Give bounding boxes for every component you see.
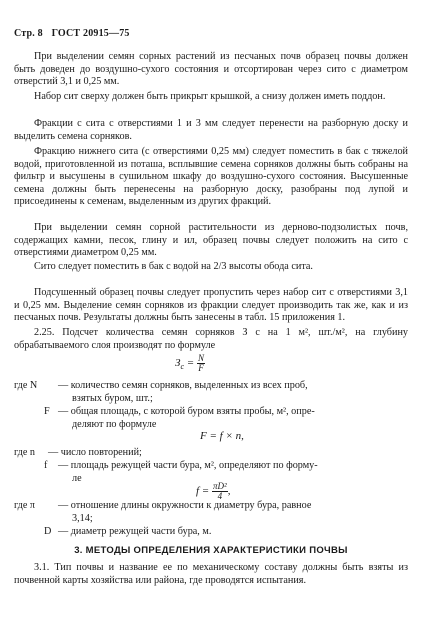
standard-code: ГОСТ 20915—75 <box>51 28 130 39</box>
paragraph-bottom-sieve: Фракцию нижнего сита (с отверстиями 0,25 мм) следует поместить в бак с тяжелой водой, приготовленной из поташа, всплывшие семена сорняков должны быть собраны на фильтр и высушены в сушильном шкафу до воздушно-сухого состояния. Высушенные семена должны быть перенесены на разборную доску, разобраны под лупой и присоединены к семенам, выделенным из других фракций. <box>14 146 408 207</box>
paragraph-sieve-set: Набор сит сверху должен быть прикрыт крышкой, а снизу должен иметь поддон. <box>34 91 386 102</box>
definition-pi-cont: 3,14; <box>72 513 93 524</box>
paragraph-sod-podzolic: При выделении семян сорной растительности из дерново-подзолистых почв, содержащих камни, песок, глину и ил, образец почвы следует положить на сито с отверстиями диаметром 0,25 мм. <box>14 222 408 258</box>
paragraph-sandy-soil: При выделении семян сорных растений из песчаных почв образец почвы должен быть доведен до воздушно-сухого состояния и отсортирован через сито с диаметром отверстий 3,1 и 0,25 мм. <box>14 51 408 87</box>
formula-bore-area: f = $\frac{\text{πD²}}{4}$ , <box>196 481 231 501</box>
fraction: $\frac{N}{F}$ <box>197 353 204 373</box>
definition-F: F — общая площадь, с которой буром взяты пробы, м², опре- <box>44 406 315 417</box>
formula-seed-count: $З_с$ = $\frac{N}{F}$ <box>175 353 204 373</box>
definition-pi: где π — отношение длины окружности к диаметру бура, равное <box>14 500 312 511</box>
paragraph-dried-sample: Подсушенный образец почвы следует пропустить через набор сит с отверстиями 3,1 и 0,25 мм. Выделение семян сорняков из фракции следует производить так же, как и из песчаных почв. Результаты должны быть занесены в табл. 15 приложения 1. <box>14 287 408 323</box>
definition-f-cont: ле <box>72 473 82 484</box>
paragraph-2-25: 2.25. Подсчет количества семян сорняков З с на 1 м², шт./м², на глубину обрабатываемого слоя производят по формуле <box>14 327 408 351</box>
definition-N: где N — количество семян сорняков, выделенных из всех проб, <box>14 380 308 391</box>
definition-N-cont: взятых буром, шт.; <box>72 393 153 404</box>
formula-area: F = f × n, <box>200 430 244 442</box>
definition-F-cont: деляют по формуле <box>72 419 157 430</box>
paragraph-sieve-tank: Сито следует поместить в бак с водой на 2/3 высоты обода сита. <box>34 261 313 272</box>
page-number: Стр. 8 <box>14 28 43 39</box>
definition-f: f — площадь режущей части бура, м², определяют по форму- <box>44 460 318 471</box>
fraction: $\frac{\text{πD²}}{4}$ <box>212 481 227 501</box>
section-3-heading: 3. МЕТОДЫ ОПРЕДЕЛЕНИЯ ХАРАКТЕРИСТИКИ ПОЧВЫ <box>74 545 348 556</box>
paragraph-fractions: Фракции с сита с отверстиями 1 и 3 мм следует перенести на разборную доску и выделить семена сорняков. <box>14 118 408 142</box>
definition-n: где n — число повторений; <box>14 447 142 458</box>
page-header <box>14 28 130 39</box>
definition-D: D — диаметр режущей части бура, м. <box>44 526 212 537</box>
paragraph-3-1: 3.1. Тип почвы и название ее по механическому составу должны быть взяты из почвенной карты хозяйства или района, где проводятся испытания. <box>14 562 408 586</box>
